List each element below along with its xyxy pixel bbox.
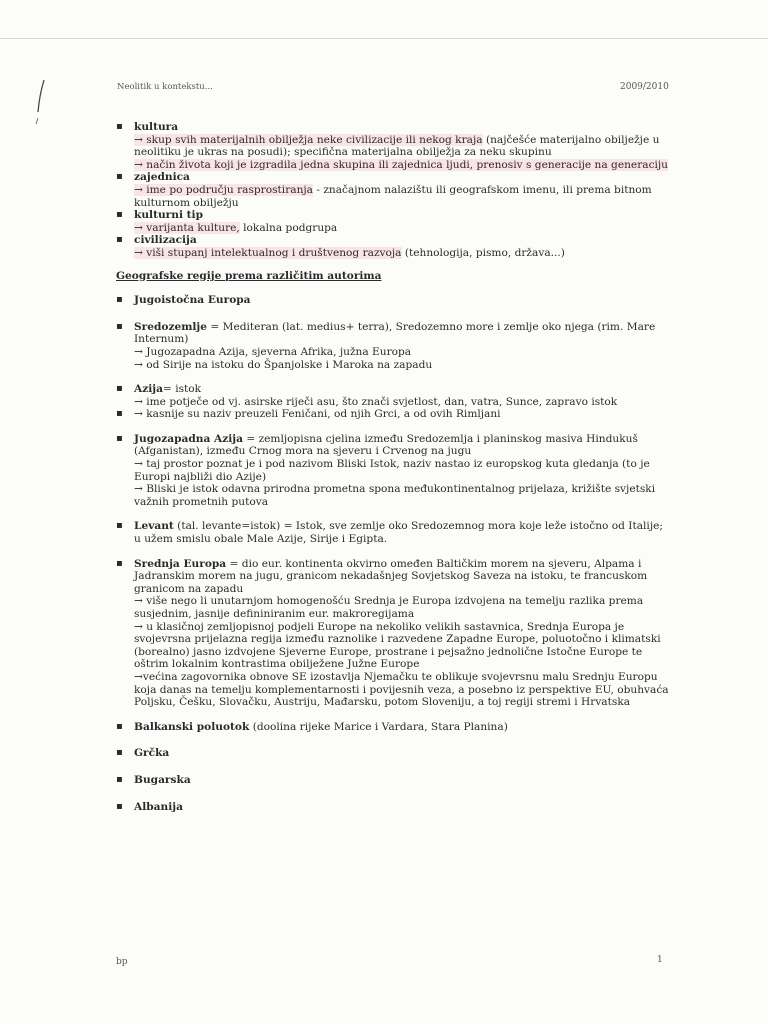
- region-item: [116, 774, 676, 787]
- term-line: neolitiku je ukras na posudi); specifična materijalna obilježja za neku skupinu: [134, 146, 552, 159]
- bullet: ▪: [116, 520, 123, 532]
- region-line: (borealno) jasno izdvojene Sjeverne Europe, prostrane i pejsažno jednolične Istočne Europe te: [134, 645, 643, 658]
- region-line: Internum): [134, 333, 189, 346]
- pen-mark: [30, 78, 50, 128]
- term-line: → skup svih materijalnih obilježja neke civilizacije ili nekog kraja (najčešće materijalno obilježje u: [134, 133, 660, 146]
- region-line: → u klasičnoj zemljopisnoj podjeli Europe na nekoliko velikih sastavnica, Srednja Europa je: [134, 620, 625, 633]
- footer-initials: bp: [116, 957, 128, 967]
- term-line: kulturnom obilježju: [134, 196, 239, 209]
- term-title: kultura: [134, 121, 179, 133]
- bullet: ▪: [116, 432, 123, 444]
- region-item: ▪ Sredozemlje = Mediteran (lat. medius+ terra), Sredozemno more i zemlje oko njega (rim. Mare Internum) → Jugozapadna Azija, sjeverna Afrika, južna Europa → od Sirije na istoku do Španjolske i Maroka na zapadu: [116, 321, 676, 371]
- term-item: [116, 234, 676, 259]
- term-line: → ime po području rasprostiranja - značajnom nalazištu ili geografskom imenu, ili prema bitnom: [134, 183, 652, 196]
- region-line: koja danas na temelju komplementarnosti i povijesnih veza, a posebno iz perspektive EU, obuhvaća: [134, 683, 669, 696]
- region-line: u užem smislu obale Male Azije, Sirije i Egipta.: [134, 533, 388, 546]
- bullet: ▪: [116, 800, 123, 812]
- region-line: granicom na zapadu: [134, 582, 244, 595]
- region-title: Sredozemlje: [134, 320, 208, 333]
- region-item: ▪ Balkanski poluotok (doolina rijeke Marice i Vardara, Stara Planina): [116, 720, 508, 733]
- region-title: Jugoistočna Europa: [134, 294, 251, 307]
- bullet: ▪: [116, 747, 123, 759]
- region-line: → taj prostor poznat je i pod nazivom Bliski Istok, naziv nastao iz europskog kuta gledanja (to je: [134, 458, 650, 471]
- region-title: Jugozapadna Azija: [134, 432, 243, 445]
- section-heading: Geografske regije prema različitim autorima: [116, 269, 382, 282]
- region-title: Srednja Europa: [134, 557, 227, 570]
- bullet: ▪: [116, 383, 123, 395]
- region-item: ▪ Jugozapadna Azija = zemljopisna cjelina između Sredozemlja i planinskog masiva Hindukuš (Afganistan), između Crnog mora na sjeveru i Crvenog na jugu → taj prostor poznat je i pod nazivom Bliski Istok, naziv nastao iz europskog kuta gledanja (to je Europi najbliži dio Azije) → Bliski je istok odavna prirodna prometna spona međukontinentalnog prijelaza, križište svjetski važnih prometnih putova: [116, 433, 676, 509]
- region-title: Levant: [134, 520, 174, 533]
- page-top-edge: [0, 38, 768, 39]
- region-line: → od Sirije na istoku do Španjolske i Maroka na zapadu: [134, 358, 433, 371]
- region-line: (Afganistan), između Crnog mora na sjeveru i Crvenog na jugu: [134, 445, 472, 458]
- bullet: ▪: [116, 557, 123, 569]
- region-line: Jadranskim morem na jugu, granicom nekadašnjeg Sovjetskog Saveza na istoku, te francuskom: [134, 570, 648, 583]
- term-line: → varijanta kulture, lokalna podgrupa: [134, 221, 338, 234]
- running-header-year: 2009/2010: [620, 82, 669, 92]
- region-title: Bugarska: [134, 773, 191, 786]
- term-item: [116, 121, 676, 171]
- region-title: Grčka: [134, 747, 170, 760]
- region-line: → Jugozapadna Azija, sjeverna Afrika, južna Europa: [134, 345, 412, 358]
- bullet: ▪: [116, 773, 123, 785]
- bullet: ▪: [116, 209, 123, 221]
- region-item: ▪ Levant (tal. levante=istok) = Istok, sve zemlje oko Sredozemnog mora koje leže istočno od Italije; u užem smislu obale Male Azije, Sirije i Egipta.: [116, 520, 676, 545]
- region-line: Europi najbliži dio Azije): [134, 470, 267, 483]
- region-title: Azija: [134, 383, 163, 396]
- term-line: → viši stupanj intelektualnog i društvenog razvoja (tehnologija, pismo, država...): [134, 246, 565, 259]
- region-line: susjednim, jasnije defininiranim eur. makroregijama: [134, 608, 415, 620]
- bullet: ▪: [116, 720, 123, 732]
- region-item: [116, 801, 676, 814]
- region-item: ▪ Srednja Europa = dio eur. kontinenta okvirno omeđen Baltičkim morem na sjeveru, Alpama i Jadranskim morem na jugu, granicom nekadašnjeg Sovjetskog Saveza na istoku, te francuskom granicom na zapadu → više nego li unutarnjom homogenošću Srednja je Europa izdvojena na temelju razlika prema susjednim, jasnije defininiranim eur. makroregijama → u klasičnoj zemljopisnoj podjeli Europe na nekoliko velikih sastavnica, Srednja Europa je svojevrsna prijelazna regija između raznolike i razvedene Zapadne Europe, poluotočno i klimatski (borealno) jasno izdvojene Sjeverne Europe, prostrane i pejsažno jednolične Istočne Europe te oštrim lokalnim kontrastima obilježene Južne Europe →većina zagovornika obnove SE izostavlja Njemačku te oblikuje svojevrsnu malu Srednju Europu koja danas na temelju komplementarnosti i povijesnih veza, a posebno iz perspektive EU, obuhvaća Poljsku, Češku, Slovačku, Austriju, Mađarsku, potom Sloveniju, a toj regiji stremi i Hrvatska: [116, 558, 676, 709]
- region-line: → kasnije su naziv preuzeli Feničani, od njih Grci, a od ovih Rimljani: [134, 408, 501, 421]
- region-item: [116, 747, 676, 760]
- region-item: ▪ Azija= istok → ime potječe od vj. asirske riječi asu, što znači svjetlost, dan, vatra, Sunce, zapravo istok: [116, 383, 676, 408]
- region-line: → više nego li unutarnjom homogenošću Srednja je Europa izdvojena na temelju razlika prema: [134, 595, 644, 608]
- term-line: → način života koji je izgradila jedna skupina ili zajednica ljudi, prenosiv s generacije na generaciju: [134, 158, 669, 171]
- region-item: [116, 408, 676, 421]
- bullet: ▪: [116, 121, 123, 132]
- term-title: zajednica: [134, 171, 190, 184]
- term-item: [116, 209, 676, 234]
- term-item: [116, 171, 676, 209]
- region-line: → ime potječe od vj. asirske riječi asu, što znači svjetlost, dan, vatra, Sunce, zapravo istok: [134, 395, 618, 408]
- region-line: oštrim lokalnim kontrastima obilježene Južne Europe: [134, 658, 420, 671]
- region-line: važnih prometnih putova: [134, 495, 269, 508]
- term-title: civilizacija: [134, 234, 197, 247]
- bullet: ▪: [116, 408, 123, 420]
- bullet: ▪: [116, 320, 123, 332]
- region-title: Balkanski poluotok: [134, 720, 250, 733]
- term-title: kulturni tip: [134, 209, 203, 222]
- region-line: →većina zagovornika obnove SE izostavlja Njemačku te oblikuje svojevrsnu malu Srednju Europu: [134, 670, 658, 683]
- region-title: Albanija: [134, 800, 183, 813]
- region-line: svojevrsna prijelazna regija između raznolike i razvedene Zapadne Europe, poluotočno i klimatski: [134, 633, 661, 646]
- bullet: ▪: [116, 234, 123, 246]
- page-number: 1: [657, 955, 663, 965]
- region-item: [116, 294, 676, 307]
- bullet: ▪: [116, 171, 123, 183]
- bullet: ▪: [116, 294, 123, 306]
- running-header-title: Neolitik u kontekstu...: [117, 82, 213, 92]
- region-line: → Bliski je istok odavna prirodna prometna spona međukontinentalnog prijelaza, križište svjetski: [134, 483, 656, 496]
- region-line: Poljsku, Češku, Slovačku, Austriju, Mađarsku, potom Sloveniju, a toj regiji stremi i Hrvatska: [134, 696, 631, 709]
- document-body: [116, 121, 676, 813]
